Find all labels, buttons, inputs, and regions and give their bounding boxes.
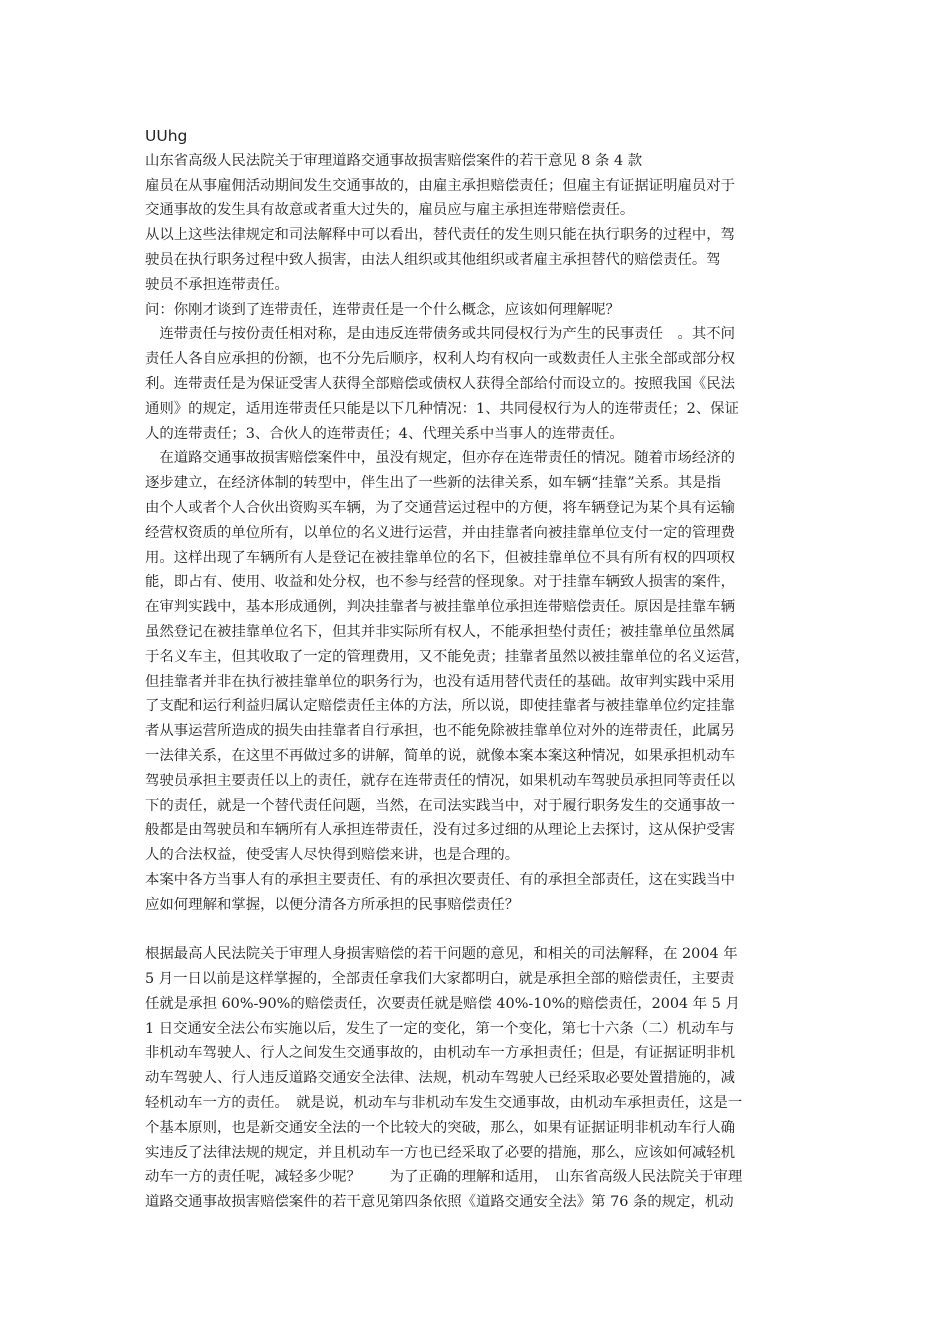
text-line: 由个人或者个人合伙出资购买车辆，为了交通营运过程中的方便，将车辆登记为某个具有运输 [145, 499, 736, 516]
document-code: UUhg [145, 127, 188, 145]
text-line: 者从事运营所造成的损失由挂靠者自行承担，也不能免除被挂靠单位对外的连带责任，此属另 [145, 723, 736, 740]
text-line: 用。这样出现了车辆所有人是登记在被挂靠单位的名下，但被挂靠单位不具有所有权的四项权 [145, 549, 736, 566]
text-line: 动车驾驶人、行人违反道路交通安全法律、法规，机动车驾驶人已经采取必要处置措施的，减 [145, 1070, 736, 1087]
text-line: 驶员不承担连带责任。 [145, 276, 289, 293]
text-line: 利。连带责任是为保证受害人获得全部赔偿或债权人获得全部给付而设立的。按照我国《民法 [145, 375, 736, 392]
text-line: 经营权资质的单位所有，以单位的名义进行运营，并由挂靠者向被挂靠单位支付一定的管理费 [145, 524, 736, 541]
text-line: 般都是由驾驶员和车辆所有人承担连带责任，没有过多过细的从理论上去探讨，这从保护受害 [145, 822, 736, 839]
text-line: 在道路交通事故损害赔偿案件中，虽没有规定，但亦存在连带责任的情况。随着市场经济的 [145, 450, 736, 467]
text-line: 虽然登记在被挂靠单位名下，但其并非实际所有权人，不能承担垫付责任；被挂靠单位虽然属 [145, 623, 736, 640]
text-line: 于名义车主，但其收取了一定的管理费用，又不能免责；挂靠者虽然以被挂靠单位的名义运营， [145, 648, 750, 665]
text-line: 人的连带责任；3、合伙人的连带责任；4、代理关系中当事人的连带责任。 [145, 425, 624, 442]
text-line: 驶员在执行职务过程中致人损害，由法人组织或其他组织或者雇主承担替代的赔偿责任。驾 [145, 251, 721, 268]
text-line: 雇员在从事雇佣活动期间发生交通事故的，由雇主承担赔偿责任；但雇主有证据证明雇员对于 [145, 177, 736, 194]
text-line: 人的合法权益，使受害人尽快得到赔偿来讲，也是合理的。 [145, 847, 520, 864]
text-line: 通则》的规定，适用连带责任只能是以下几种情况：1、共同侵权行为人的连带责任；2、保证 [145, 400, 739, 417]
text-line: 问：你刚才谈到了连带责任，连带责任是一个什么概念，应该如何理解呢？ [145, 301, 620, 318]
document-page [145, 124, 817, 1215]
text-line: 山东省高级人民法院关于审理道路交通事故损害赔偿案件的若干意见 8 条 4 款 [145, 152, 643, 169]
text-line: 5 月一日以前是这样掌握的，全部责任拿我们大家都明白，就是承担全部的赔偿责任，主要责 [145, 971, 735, 988]
text-line: 一法律关系，在这里不再做过多的讲解，简单的说，就像本案本案这种情况，如果承担机动车 [145, 747, 736, 764]
text-line: 从以上这些法律规定和司法解释中可以看出，替代责任的发生则只能在执行职务的过程中，驾 [145, 227, 736, 244]
text-line: 责任人各自应承担的份额，也不分先后顺序，权利人均有权向一或数责任人主张全部或部分权 [145, 351, 736, 368]
text-line: 下的责任，就是一个替代责任问题，当然，在司法实践当中，对于履行职务发生的交通事故一 [145, 797, 736, 814]
blank-line [145, 918, 817, 943]
text-line: 驾驶员承担主要责任以上的责任，就存在连带责任的情况，如果机动车驾驶员承担同等责任以 [145, 772, 736, 789]
text-line: 逐步建立，在经济体制的转型中，伴生出了一些新的法律关系，如车辆“挂靠”关系。其是指 [145, 475, 721, 492]
paragraph-block-a [145, 149, 817, 918]
text-line: 在审判实践中，基本形成通例，判决挂靠者与被挂靠单位承担连带赔偿责任。原因是挂靠车辆 [145, 599, 736, 616]
paragraph-block-b [145, 942, 817, 1215]
text-line: 应如何理解和掌握，以便分清各方所承担的民事赔偿责任？ [145, 896, 520, 913]
text-line: 了支配和运行利益归属认定赔偿责任主体的方法，所以说，即使挂靠者与被挂靠单位约定挂靠 [145, 698, 736, 715]
text-line: 动车一方的责任呢，减轻多少呢？ 为了正确的理解和适用， 山东省高级人民法院关于审理 [145, 1169, 743, 1186]
text-line: 轻机动车一方的责任。 就是说，机动车与非机动车发生交通事故，由机动车承担责任，这是一 [145, 1095, 743, 1112]
text-line: 根据最高人民法院关于审理人身损害赔偿的若干问题的意见，和相关的司法解释，在 2004 年 [145, 946, 738, 963]
text-line: 实违反了法律法规的规定，并且机动车一方也已经采取了必要的措施，那么，应该如何减轻机 [145, 1144, 736, 1161]
text-line: 任就是承担 60%-90%的赔偿责任，次要责任就是赔偿 40%-10%的赔偿责任，2004 年 5 月 [145, 995, 740, 1012]
text-line: 道路交通事故损害赔偿案件的若干意见第四条依照《道路交通安全法》第 76 条的规定，机动 [145, 1194, 734, 1211]
text-line: 能，即占有、使用、收益和处分权，也不参与经营的怪现象。对于挂靠车辆致人损害的案件， [145, 574, 736, 591]
text-line: 1 日交通安全法公布实施以后，发生了一定的变化，第一个变化，第七十六条（二）机动车与 [145, 1020, 735, 1037]
text-line: 交通事故的发生具有故意或者重大过失的，雇员应与雇主承担连带赔偿责任。 [145, 202, 635, 219]
text-line: 非机动车驾驶人、行人之间发生交通事故的，由机动车一方承担责任；但是，有证据证明非机 [145, 1045, 736, 1062]
text-line: 个基本原则，也是新交通安全法的一个比较大的突破，那么，如果有证据证明非机动车行人确 [145, 1119, 736, 1136]
text-line: 本案中各方当事人有的承担主要责任、有的承担次要责任、有的承担全部责任，这在实践当中 [145, 871, 736, 888]
text-line: 但挂靠者并非在执行被挂靠单位的职务行为，也没有适用替代责任的基础。故审判实践中采用 [145, 673, 736, 690]
text-line: 连带责任与按份责任相对称，是由违反连带债务或共同侵权行为产生的民事责任 。其不问 [145, 326, 736, 343]
